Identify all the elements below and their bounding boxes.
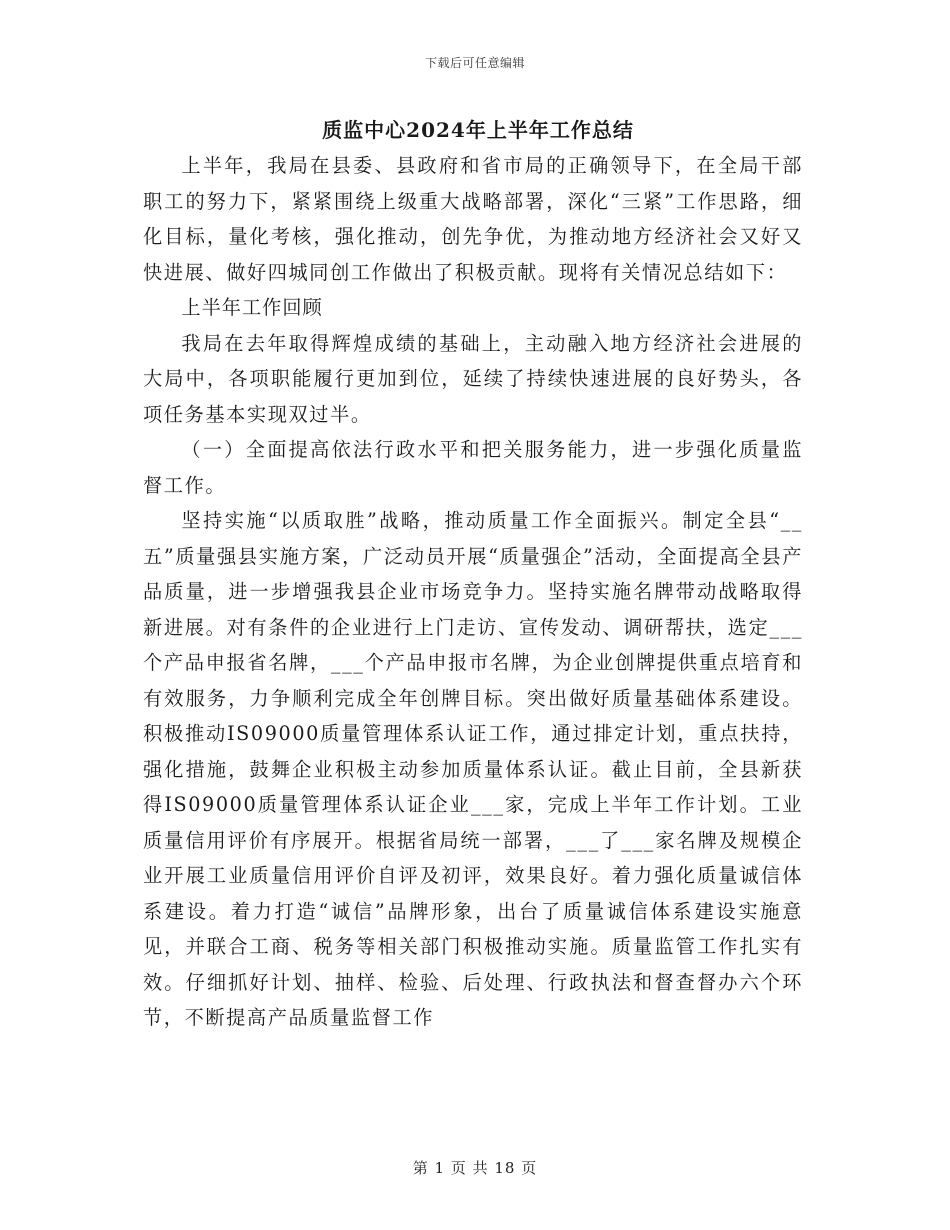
section-heading-quality: （一）全面提高依法行政水平和把关服务能力，进一步强化质量监督工作。	[143, 438, 803, 497]
page-number: 第 1 页 共 18 页	[412, 1159, 538, 1177]
paragraph-intro: 上半年，我局在县委、县政府和省市局的正确领导下，在全局干部职工的努力下，紧紧围绕上级重大战略部署，深化“三紧”工作思路，细化目标，量化考核，强化推动，创先争优，为推动地方经济社会又好又快进展、做好四城同创工作做出了积极贡献。现将有关情况总结如下：	[143, 154, 803, 284]
paragraph-overview: 我局在去年取得辉煌成绩的基础上，主动融入地方经济社会进展的大局中，各项职能履行更加到位，延续了持续快速进展的良好势头，各项任务基本实现双过半。	[143, 331, 803, 426]
paragraph-quality-details: 坚持实施“以质取胜”战略，推动质量工作全面振兴。制定全县“__五”质量强县实施方案，广泛动员开展“质量强企”活动，全面提高全县产品质量，进一步增强我县企业市场竞争力。坚持实施名牌带动战略取得新进展。对有条件的企业进行上门走访、宣传发动、调研帮扶，选定___个产品申报省名牌，___个产品申报市名牌，为企业创牌提供重点培育和有效服务，力争顺利完成全年创牌目标。突出做好质量基础体系建设。积极推动IS09000质量管理体系认证工作，通过排定计划，重点扶持，强化措施，鼓舞企业积极主动参加质量体系认证。截止目前，全县新获得IS09000质量管理体系认证企业___家，完成上半年工作计划。工业质量信用评价有序展开。根据省局统一部署，___了___家名牌及规模企业开展工业质量信用评价自评及初评，效果良好。着力强化质量诚信体系建设。着力打造“诚信”品牌形象，出台了质量诚信体系建设实施意见，并联合工商、税务等相关部门积极推动实施。质量监管工作扎实有效。仔细抓好计划、抽样、检验、后处理、行政执法和督查督办六个环节，不断提高产品质量监督工作	[143, 509, 803, 1029]
section-heading-review: 上半年工作回顾	[181, 296, 323, 319]
document-body	[143, 112, 803, 1036]
page-header-note: 下载后可任意编辑	[424, 56, 525, 70]
document-title: 质监中心2024年上半年工作总结	[322, 118, 634, 142]
